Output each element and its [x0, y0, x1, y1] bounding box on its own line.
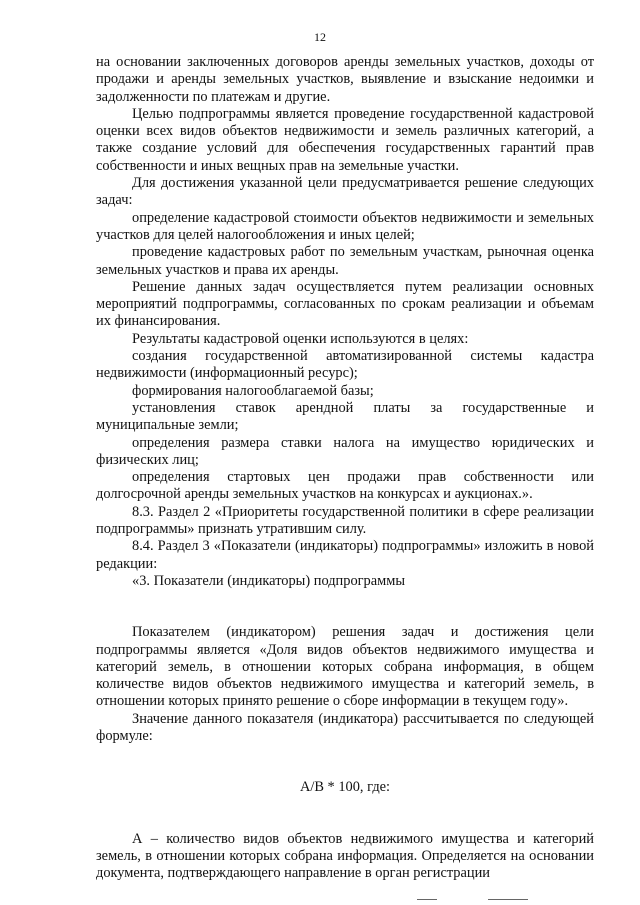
paragraph: Значение данного показателя (индикатора) рассчитывается по следующей формуле:: [96, 710, 594, 744]
paragraph: определения стартовых цен продажи прав собственности или долгосрочной аренды земельных участков на конкурсах и аукционах.».: [96, 469, 594, 503]
paragraph: формирования налогооблагаемой базы;: [132, 382, 374, 399]
section-heading: «3. Показатели (индикаторы) подпрограммы: [132, 572, 406, 589]
paragraph: Показателем (индикатором) решения задач и достижения цели подпрограммы является «Доля видов объектов недвижимого имущества и категорий земель, в отношении которых собрана информация, в общем количестве видов объектов недвижимого имущества и категорий земель, в отношении которых принято решение о сборе информации в текущем году».: [96, 624, 594, 710]
paragraph: проведение кадастровых работ по земельным участкам, рыночная оценка земельных участков и права их аренды.: [96, 244, 594, 278]
paragraph: А – количество видов объектов недвижимого имущества и категорий земель, в отношении которых собрана информация. Определяется на основании документа, подтверждающего направление в орган регистрации: [96, 830, 594, 882]
paragraph: создания государственной автоматизированной системы кадастра недвижимости (информационный ресурс);: [96, 348, 594, 382]
paragraph: 8.3. Раздел 2 «Приоритеты государственной политики в сфере реализации подпрограммы» признать утратившим силу.: [96, 503, 594, 538]
paragraph: на основании заключенных договоров аренды земельных участков, доходы от продажи и аренды земельных участков, выявление и взыскание недоимки и задолженности по платежам и другие.: [96, 54, 594, 105]
paragraph: установления ставок арендной платы за государственные и муниципальные земли;: [96, 399, 594, 434]
paragraph: определения размера ставки налога на имущество юридических и физических лиц;: [96, 434, 594, 468]
paragraph: 8.4. Раздел 3 «Показатели (индикаторы) подпрограммы» изложить в новой редакции:: [96, 538, 594, 572]
formula: А/В * 100, где:: [299, 779, 391, 796]
document-body: [96, 54, 594, 882]
paragraph: Целью подпрограммы является проведение государственной кадастровой оценки всех видов объектов недвижимости и земель различных категорий, а также создание условий для обеспечения государственных гарантий прав собственности и иных вещных прав на земельные участки.: [96, 105, 594, 174]
scan-artifacts: [0, 897, 640, 905]
paragraph: определение кадастровой стоимости объектов недвижимости и земельных участков для целей налогообложения и иных целей;: [96, 209, 594, 243]
paragraph: Для достижения указанной цели предусматривается решение следующих задач:: [96, 175, 594, 209]
paragraph: Решение данных задач осуществляется путем реализации основных мероприятий подпрограммы, согласованных по срокам реализации и объемам их финансирования.: [96, 278, 594, 330]
paragraph: Результаты кадастровой оценки используются в целях:: [132, 330, 469, 347]
page-number: 12: [314, 30, 326, 44]
